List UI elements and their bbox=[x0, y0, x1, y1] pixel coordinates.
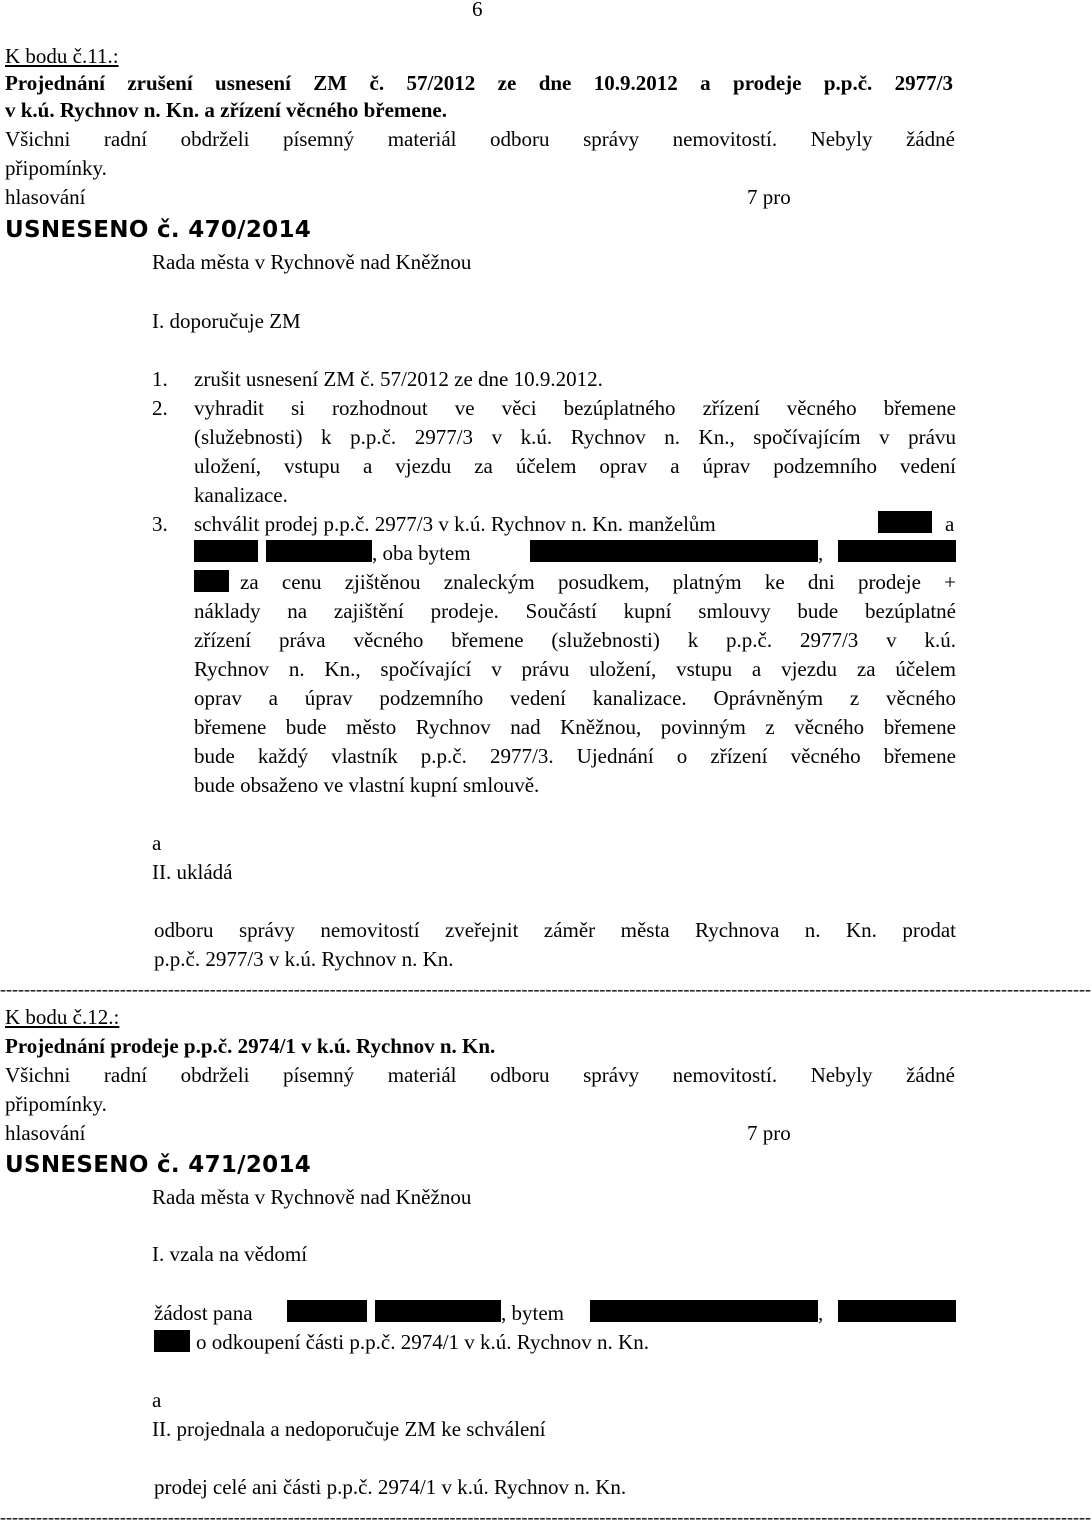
item12-conjunction: a bbox=[152, 1388, 162, 1412]
point1-text: zrušit usnesení ZM č. 57/2012 ze dne 10.9.2012. bbox=[194, 367, 603, 391]
redaction bbox=[194, 570, 229, 594]
point3-line2b: , bbox=[818, 541, 824, 565]
item12-part2: II. projednala a nedoporučuje ZM ke schválení bbox=[152, 1417, 546, 1441]
point2-line1: vyhradit si rozhodnout ve věci bezúplatného zřízení věcného břemene bbox=[194, 396, 956, 420]
request-line1a: žádost pana bbox=[154, 1301, 253, 1325]
point2-number: 2. bbox=[152, 396, 168, 420]
point1-number: 1. bbox=[152, 367, 168, 391]
point3-line10: bude obsaženo ve vlastní kupní smlouvě. bbox=[194, 773, 540, 797]
separator-line: -------------------------------------------------------------------------------------------------------------------------------------------------------------------------------------- bbox=[0, 979, 1091, 999]
redaction bbox=[838, 1300, 956, 1324]
point3-line2a: , oba bytem bbox=[372, 541, 471, 565]
point3-line8: břemene bude město Rychnov nad Kněžnou, povinným z věcného břemene bbox=[194, 715, 956, 739]
item12-resolution-number: USNESENO č. 471/2014 bbox=[5, 1152, 312, 1178]
item12-vote-result: 7 pro bbox=[747, 1121, 791, 1145]
point3-number: 3. bbox=[152, 512, 168, 536]
item11-vote-result: 7 pro bbox=[747, 185, 791, 209]
item11-intro-line2: připomínky. bbox=[5, 156, 107, 180]
point2-line4: kanalizace. bbox=[194, 483, 288, 507]
redaction bbox=[287, 1300, 367, 1324]
point2-line2: (služebnosti) k p.p.č. 2977/3 v k.ú. Rychnov n. Kn., spočívajícím v právu bbox=[194, 425, 956, 449]
point3-line1: schválit prodej p.p.č. 2977/3 v k.ú. Rychnov n. Kn. manželům bbox=[194, 512, 716, 536]
point3-line5: zřízení práva věcného břemene (služebnosti) k p.p.č. 2977/3 v k.ú. bbox=[194, 628, 956, 652]
item11-part1: I. doporučuje ZM bbox=[152, 309, 301, 333]
item11-conjunction: a bbox=[152, 831, 162, 855]
item11-task-line1: odboru správy nemovitostí zveřejnit záměr města Rychnova n. Kn. prodat bbox=[154, 918, 956, 942]
redaction bbox=[838, 540, 956, 564]
redaction bbox=[590, 1300, 818, 1324]
item12-intro-line2: připomínky. bbox=[5, 1092, 107, 1116]
redaction bbox=[266, 540, 372, 564]
separator-line: -------------------------------------------------------------------------------------------------------------------------------------------------------------------------------------- bbox=[0, 1507, 1091, 1527]
item11-heading: K bodu č.11.: bbox=[5, 44, 119, 68]
request-line1b: , bytem bbox=[501, 1301, 564, 1325]
item12-part1: I. vzala na vědomí bbox=[152, 1242, 308, 1266]
redaction bbox=[194, 540, 258, 564]
point3-line7: oprav a úprav podzemního vedení kanalizace. Oprávněným z věcného bbox=[194, 686, 956, 710]
item11-resolution-number: USNESENO č. 470/2014 bbox=[5, 217, 312, 243]
item11-title-line2: v k.ú. Rychnov n. Kn. a zřízení věcného břemene. bbox=[5, 98, 447, 122]
item11-task-line2: p.p.č. 2977/3 v k.ú. Rychnov n. Kn. bbox=[154, 947, 454, 971]
redaction bbox=[530, 540, 818, 564]
item12-intro-line1: Všichni radní obdrželi písemný materiál odboru správy nemovitostí. Nebyly žádné bbox=[5, 1063, 955, 1087]
item11-intro-line1: Všichni radní obdrželi písemný materiál odboru správy nemovitostí. Nebyly žádné bbox=[5, 127, 955, 151]
request-line2: o odkoupení části p.p.č. 2974/1 v k.ú. Rychnov n. Kn. bbox=[196, 1330, 649, 1354]
redaction bbox=[878, 511, 932, 535]
item12-vote-label: hlasování bbox=[5, 1121, 86, 1145]
point3-line3: za cenu zjištěnou znaleckým posudkem, platným ke dni prodeje + bbox=[240, 570, 956, 594]
point3-line1-end: a bbox=[945, 512, 955, 536]
point2-line3: uložení, vstupu a vjezdu za účelem oprav a úprav podzemního vedení bbox=[194, 454, 956, 478]
point3-line9: bude každý vlastník p.p.č. 2977/3. Ujednání o zřízení věcného břemene bbox=[194, 744, 956, 768]
redaction bbox=[375, 1300, 501, 1324]
item11-vote-label: hlasování bbox=[5, 185, 86, 209]
request-line1c: , bbox=[818, 1301, 824, 1325]
item11-part2: II. ukládá bbox=[152, 860, 233, 884]
item12-title: Projednání prodeje p.p.č. 2974/1 v k.ú. Rychnov n. Kn. bbox=[5, 1034, 496, 1058]
item11-title-line1: Projednání zrušení usnesení ZM č. 57/2012 ze dne 10.9.2012 a prodeje p.p.č. 2977/3 bbox=[5, 71, 953, 95]
item12-council: Rada města v Rychnově nad Kněžnou bbox=[152, 1185, 472, 1209]
page-number: 6 bbox=[472, 0, 483, 21]
redaction bbox=[154, 1330, 190, 1354]
item12-heading: K bodu č.12.: bbox=[5, 1005, 120, 1029]
item11-council: Rada města v Rychnově nad Kněžnou bbox=[152, 250, 472, 274]
item12-decision: prodej celé ani části p.p.č. 2974/1 v k.ú. Rychnov n. Kn. bbox=[154, 1475, 627, 1499]
point3-line6: Rychnov n. Kn., spočívající v právu uložení, vstupu a vjezdu za účelem bbox=[194, 657, 956, 681]
point3-line4: náklady na zajištění prodeje. Součástí kupní smlouvy bude bezúplatné bbox=[194, 599, 956, 623]
